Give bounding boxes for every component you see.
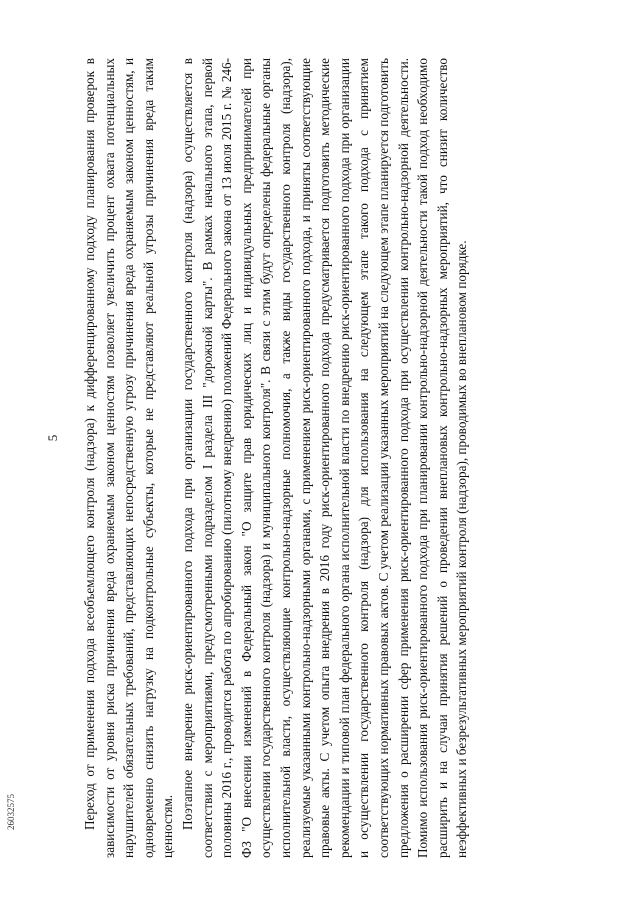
document-id: 26032575 — [6, 794, 16, 830]
paragraph-1: Переход от применения подхода всеобъемлющего контроля (надзора) к дифференцированному подходу планирования проверок в зависимости от уровня риска причинения вреда охраняемым законом ценностям позволяет увеличить процент охвата потенциальных нарушителей обязательных требований, представляющих непосредственную угрозу причинения вреда охраняемым законом ценностям, и одновременно снизить нагрузку на подконтрольные субъекты, которые не представляют реальной угрозы причинения вреда таким ценностям. — [82, 58, 176, 858]
paragraph-2: Поэтапное внедрение риск-ориентированного подхода при организации государственного контроля (надзора) осуществляется в соответствии с мероприятиями, предусмотренными подразделом I раздела III "дорожной карты". В рамках начального этапа, первой половины 2016 г., проводится работа по апробированию (пилотному внедрению) положений Федерального закона от 13 июля 2015 г. № 246-ФЗ "О внесении изменений в Федеральный закон "О защите прав юридических лиц и индивидуальных предпринимателей при осуществлении государственного контроля (надзора) и муниципального контроля". В связи с этим будут определены федеральные органы исполнительной власти, осуществляющие контрольно-надзорные полномочия, а также виды государственного контроля (надзора), реализуемые указанными контрольно-надзорными органами, с применением риск-ориентированного подхода, и приняты соответствующие правовые акты. С учетом опыта внедрения в 2016 году риск-ориентированного подхода предусматривается подготовить методические рекомендации и типовой план федерального органа исполнительной власти по внедрению риск-ориентированного подхода при организации и осуществлении государственного контроля (надзора) для использования на следующем этапе такого подхода с принятием соответствующих нормативных правовых актов. С учетом реализации указанных мероприятий на следующем этапе планируется подготовить предложения о расширении сфер применения риск-ориентированного подхода при осуществлении контрольно-надзорной деятельности. Помимо использования риск-ориентированного подхода при планировании контрольно-надзорной деятельности такой подход необходимо расширить и на случаи принятия решений о проведении внеплановых контрольно-надзорных мероприятий, что снизит количество неэффективных и безрезультативных мероприятий контроля (надзора), проводимых во внеплановом порядке. — [179, 58, 470, 858]
rotated-text-block — [80, 58, 540, 858]
page-number: 5 — [45, 434, 60, 442]
